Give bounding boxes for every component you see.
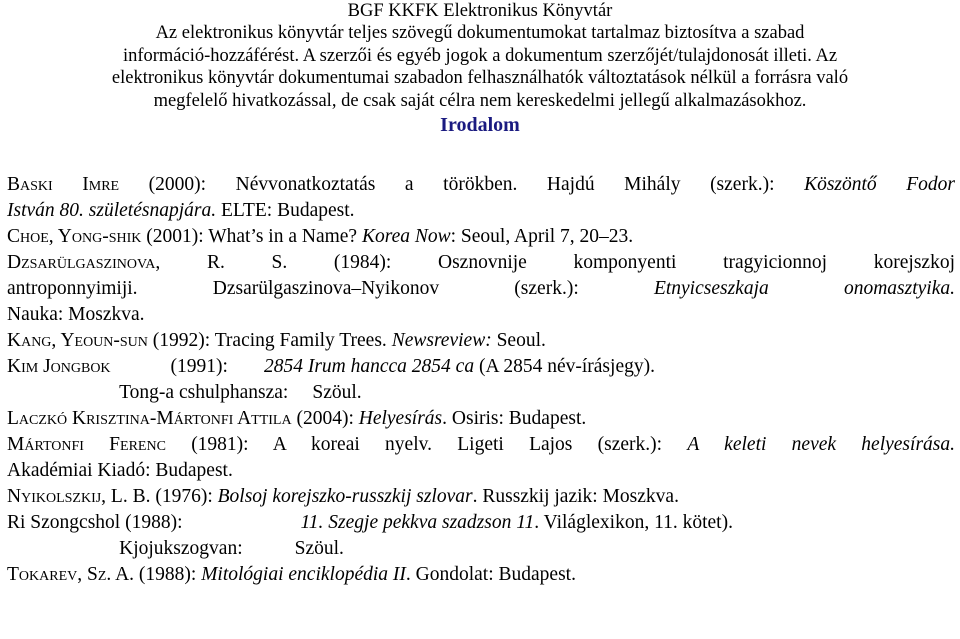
reference-entry: Dzsarülgaszinova, R. S. (1984): Osznovnije komponyenti tragyicionnoj korejszkoj antroponnyimiji. Dzsarülgaszinova–Nyikonov (szerk.): Etnyicseszkaja onomasztyika. Nauka: Moszkva. xyxy=(7,252,955,325)
library-header xyxy=(0,0,960,112)
bibliography-list xyxy=(0,172,955,588)
reference-entry: Laczkó Krisztina-Mártonfi Attila (2004): Helyesírás. Osiris: Budapest. xyxy=(7,408,587,429)
reference-entry: Nyikolszkij, L. B. (1976): Bolsoj korejszko-russzkij szlovar. Russzkij jazik: Moszkva. xyxy=(7,486,679,507)
header-line-5: megfelelő hivatkozással, de csak saját célra nem kereskedelmi jellegű alkalmazásokhoz. xyxy=(153,90,807,111)
reference-entry: Kang, Yeoun-sun (1992): Tracing Family Trees. Newsreview: Seoul. xyxy=(7,330,546,351)
reference-entry: Mártonfi Ferenc (1981): A koreai nyelv. Ligeti Lajos (szerk.): A keleti nevek helyesírása. Akadémiai Kiadó: Budapest. xyxy=(7,434,955,481)
reference-author: Kim Jongbok xyxy=(7,356,111,377)
reference-author: Baski Imre xyxy=(7,174,120,195)
header-line-1: BGF KKFK Elektronikus Könyvtár xyxy=(347,1,613,21)
reference-entry: Choe, Yong-shik (2001): What’s in a Name? Korea Now: Seoul, April 7, 20–23. xyxy=(7,226,634,247)
reference-entry: Ri Szongcshol (1988): 11. Szegje pekkva szadzson 11. Világlexikon, 11. kötet). Kjojukszogvan: Szöul. xyxy=(7,512,733,559)
reference-entry: Tokarev, Sz. A. (1988): Mitológiai enciklopédia II. Gondolat: Budapest. xyxy=(7,564,576,585)
header-line-4: elektronikus könyvtár dokumentumai szabadon felhasználhatók változtatások nélkül a forrásra való xyxy=(111,68,849,89)
reference-author: Tokarev, Sz. A. xyxy=(7,564,135,585)
reference-entry: Baski Imre (2000): Névvonatkoztatás a törökben. Hajdú Mihály (szerk.): Köszöntő Fodor István 80. születésnapjára. ELTE: Budapest. xyxy=(7,174,956,221)
header-line-2: Az elektronikus könyvtár teljes szövegű dokumentumokat tartalmaz biztosítva a szabad xyxy=(155,23,805,44)
reference-author: Choe, Yong-shik xyxy=(7,226,142,247)
header-line-3: információ-hozzáférést. A szerzői és egyéb jogok a dokumentum szerzőjét/tulajdonosát illeti. Az xyxy=(122,45,838,66)
reference-author: Laczkó Krisztina-Mártonfi Attila xyxy=(7,408,292,429)
reference-author: Ri Szongcshol xyxy=(7,512,121,533)
reference-author: Nyikolszkij, L. B. xyxy=(7,486,151,507)
reference-author: Mártonfi Ferenc xyxy=(7,434,166,455)
reference-entry: Kim Jongbok (1991): 2854 Irum hancca 2854 ca (A 2854 név-írásjegy). Tong-a cshulphansza: Szöul. xyxy=(7,356,655,403)
section-title: Irodalom xyxy=(440,114,520,137)
reference-author: Dzsarülgaszinova, R. S. xyxy=(7,252,288,273)
reference-author: Kang, Yeoun-sun xyxy=(7,330,148,351)
